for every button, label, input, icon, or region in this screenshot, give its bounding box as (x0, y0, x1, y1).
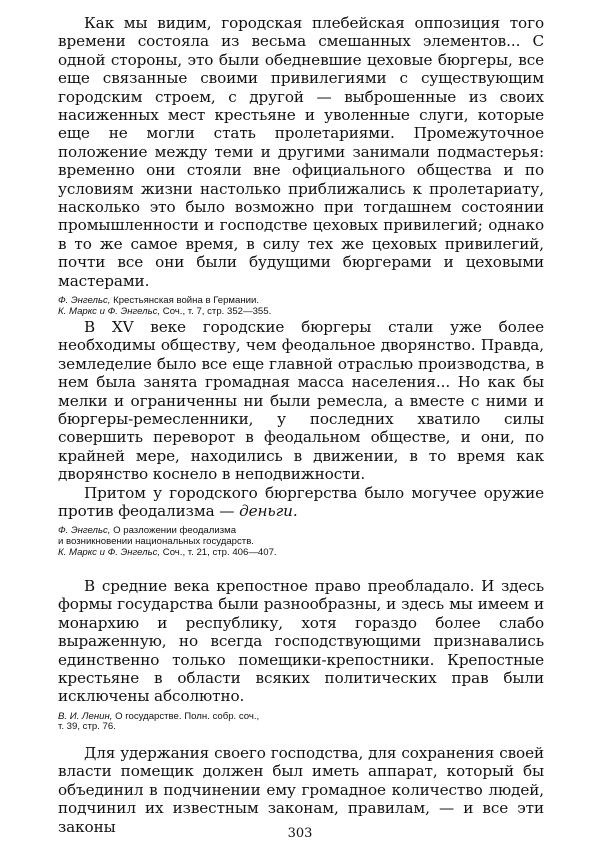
citation-author: В. И. Ленин, (58, 710, 113, 722)
citation-source: О разложении феодализма (110, 525, 237, 537)
citation (58, 526, 544, 558)
quote-text: Как мы видим, городская плебейская оппозиция того времени состояла из весьма смешанных элементов... С одной стороны, это были обедневшие цеховые бюргеры, все еще связанные своими привилегиями с существующим городским строем, с другой — выброшенные из своих насиженных мест крестьяне и уволенные слуги, которые еще не могли стать пролетариями. Промежуточное положение между теми и другими занимали подмастерья: временно они стояли вне официального общества и по условиям жизни настолько приближались к пролетариату, насколько это было возможно при тогдашнем состоянии промышленности и господстве цеховых привилегий; однако в то же самое время, в силу тех же цеховых привилегий, почти все они были будущими бюргерами и цеховыми мастерами. (58, 14, 544, 290)
emphasized-word: деньги. (239, 502, 298, 521)
quote-text-continued: Притом у городского бюргерства было могучее оружие против феодализма — деньги. (58, 483, 544, 521)
citation-source: Крестьянская война в Германии. (110, 295, 260, 307)
page-number: 303 (287, 826, 313, 841)
quote-text: В XV веке городские бюргеры стали уже более необходимы обществу, чем феодальное дворянство. Правда, земледелие было все еще главной отраслью производства, в нем была занята громадная масса населения... Но как бы мелки и ограниченны ни были ремесла, а вместе с ними и бюргеры-ремесленники, у последних хватило силы совершить переворот в феодальном обществе, и они, по крайней мере, находились в движении, в то время как дворянство коснело в неподвижности. (58, 318, 544, 484)
quote-lenin-state (58, 577, 544, 733)
citation-source: Соч., т. 21, стр. 406—407. (160, 546, 277, 558)
citation-author: Ф. Энгельс, (58, 295, 111, 307)
quote-text: В средние века крепостное право преобладало. И здесь формы государства были разнообразны, и здесь мы имеем и монархию и республику, хотя гораздо более слабо выраженную, но всегда господствующими признавались единственно только помещики-крепостники. Крепостные крестьяне в области всяких политических прав были исключены абсолютно. (58, 577, 544, 706)
citation (58, 296, 544, 317)
citation (58, 712, 544, 733)
quote-continuing (58, 744, 544, 836)
citation-author: К. Маркс и Ф. Энгельс, (58, 305, 161, 317)
citation-author: К. Маркс и Ф. Энгельс, (58, 546, 161, 558)
citation-author: Ф. Энгельс, (58, 525, 111, 537)
citation-source: т. 39, стр. 76. (58, 721, 116, 733)
citation-source: Соч., т. 7, стр. 352—355. (160, 305, 272, 317)
citation-source: и возникновении национальных государств. (58, 536, 254, 548)
quote-engels-peasant-war (58, 14, 544, 317)
citation-source: О государстве. Полн. собр. соч., (112, 710, 260, 722)
quote-engels-feudalism (58, 318, 544, 558)
quote-text: Для удержания своего господства, для сохранения своей власти помещик должен был иметь аппарат, который бы объединил в подчинении ему громадное количество людей, подчинил их известным законам, правилам, — и все эти законы (58, 744, 544, 836)
